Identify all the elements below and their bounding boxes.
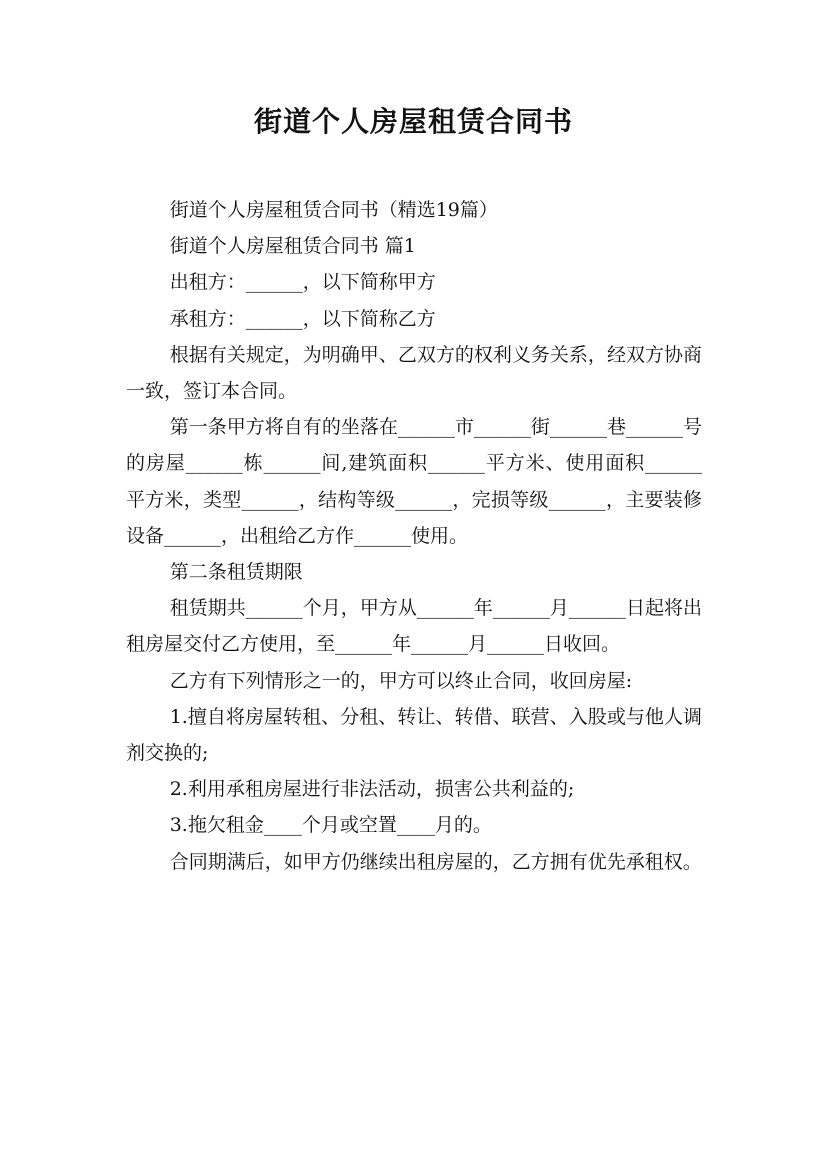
document-paragraph: 乙方有下列情形之一的，甲方可以终止合同，收回房屋: <box>169 669 633 692</box>
document-paragraph: 3.拖欠租金____个月或空置____月的。 <box>169 814 492 837</box>
document-paragraph: 租赁期共______个月，甲方从______年______月______日起将出租房屋交付乙方使用，至______年______月______日收回。 <box>126 597 702 656</box>
document-title: 街道个人房屋租赁合同书 <box>253 105 573 138</box>
document-paragraph: 第二条租赁期限 <box>169 561 303 584</box>
document-paragraph: 第一条甲方将自有的坐落在______市______街______巷______号的房屋______栋______间,建筑面积______平方米、使用面积______平方米，类型______，结构等级______，完损等级______，主要装修设备______，出租给乙方作______使用。 <box>126 416 702 547</box>
document-paragraph: 合同期满后，如甲方仍继续出租房屋的，乙方拥有优先承租权。 <box>169 850 702 873</box>
document-paragraph: 承租方：______，以下简称乙方 <box>169 307 436 330</box>
document-body <box>126 192 702 880</box>
document-paragraph: 出租方：______，以下简称甲方 <box>169 271 436 294</box>
document-paragraph: 街道个人房屋租赁合同书（精选19篇） <box>169 199 498 221</box>
document-paragraph: 街道个人房屋租赁合同书 篇1 <box>169 235 416 258</box>
document-paragraph: 1.擅自将房屋转租、分租、转让、转借、联营、入股或与他人调剂交换的; <box>126 705 702 765</box>
document-paragraph: 根据有关规定，为明确甲、乙双方的权利义务关系，经双方协商一致，签订本合同。 <box>126 343 702 403</box>
document-paragraph: 2.利用承租房屋进行非法活动，损害公共利益的; <box>169 778 575 801</box>
